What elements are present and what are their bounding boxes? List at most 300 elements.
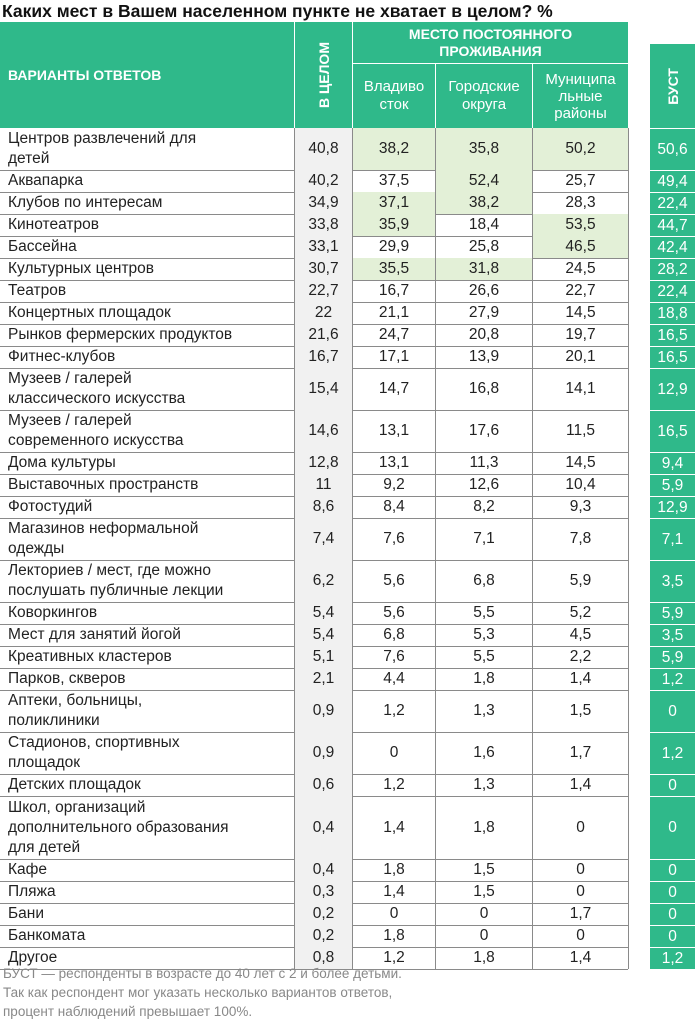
residence-value: 1,2 <box>383 702 405 719</box>
row-label <box>0 925 294 947</box>
overall-value: 34,9 <box>295 192 352 214</box>
row-label-line: Детских площадок <box>8 776 141 793</box>
residence-value: 9,2 <box>383 476 405 493</box>
row-label-text <box>8 411 184 451</box>
row-label-text <box>8 237 77 257</box>
row-label <box>0 881 294 903</box>
row-label-text <box>8 775 141 795</box>
row-label-line: Мест для занятий йогой <box>8 626 181 643</box>
header-bust <box>650 44 695 128</box>
row-label-text <box>8 669 126 689</box>
footnote-line-2: Так как респондент мог указать несколько вариантов ответов, <box>3 985 393 1000</box>
header-residence <box>353 22 628 63</box>
residence-value: 24,5 <box>565 260 596 277</box>
bust-value: 0 <box>650 904 695 925</box>
header-mun-line1: Муниципа <box>545 70 616 88</box>
table-row <box>0 774 697 796</box>
residence-value: 1,8 <box>383 927 405 944</box>
overall-value: 5,4 <box>295 624 352 646</box>
row-label <box>0 410 294 452</box>
row-label-text <box>8 904 44 924</box>
row-label-line: Выставочных пространств <box>8 476 199 493</box>
row-label-text <box>8 882 56 902</box>
row-label <box>0 732 294 774</box>
overall-value: 22 <box>295 302 352 324</box>
row-label-line: послушать публичные лекции <box>8 582 224 599</box>
row-label-text <box>8 926 85 946</box>
row-label-text <box>8 603 97 623</box>
chart-title: Каких мест в Вашем населенном пункте не хватает в целом? % <box>2 1 553 21</box>
overall-value: 11 <box>295 474 352 496</box>
residence-value: 20,1 <box>565 348 596 365</box>
column-divider <box>628 128 629 969</box>
row-label-text <box>8 647 172 667</box>
row-label <box>0 236 294 258</box>
table-row <box>0 346 697 368</box>
row-label-text <box>8 497 92 517</box>
residence-value: 11,5 <box>565 422 596 439</box>
row-label-text <box>8 193 162 213</box>
bust-value: 44,7 <box>650 215 695 236</box>
row-label <box>0 602 294 624</box>
row-label-text <box>8 325 232 345</box>
overall-value: 0,3 <box>295 881 352 903</box>
table-row <box>0 170 697 192</box>
row-label-line: Центров развлечений для <box>8 130 197 147</box>
residence-value: 35,9 <box>353 214 435 236</box>
residence-value: 1,8 <box>473 670 495 687</box>
row-label-text <box>8 519 198 559</box>
overall-value: 15,4 <box>295 368 352 410</box>
header-vladivostok-line1: Владиво <box>363 78 425 95</box>
overall-value: 0,8 <box>295 947 352 969</box>
residence-value: 21,1 <box>378 304 410 321</box>
residence-value: 5,5 <box>473 604 495 621</box>
table-row <box>0 236 697 258</box>
residence-value: 1,4 <box>569 776 592 793</box>
residence-value: 0 <box>479 927 489 944</box>
residence-value: 4,4 <box>383 670 405 687</box>
row-label-line: Концертных площадок <box>8 304 171 321</box>
residence-value: 7,6 <box>383 648 405 665</box>
header-municipal-districts <box>533 64 628 128</box>
row-label <box>0 560 294 602</box>
residence-value: 35,8 <box>436 128 532 170</box>
bust-value: 16,5 <box>650 411 695 452</box>
overall-value: 0,4 <box>295 796 352 859</box>
footnote <box>3 964 693 1021</box>
row-label <box>0 346 294 368</box>
row-label-line: Театров <box>8 282 67 299</box>
bust-value: 5,9 <box>650 603 695 624</box>
overall-value: 33,8 <box>295 214 352 236</box>
residence-value: 13,9 <box>468 348 500 365</box>
table-row <box>0 859 697 881</box>
row-label-line: Парков, скверов <box>8 670 126 687</box>
row-label-line: детей <box>8 150 50 167</box>
residence-value: 16,7 <box>378 282 410 299</box>
residence-value: 53,5 <box>533 214 628 236</box>
residence-value: 28,3 <box>565 194 596 211</box>
residence-value: 12,6 <box>468 476 500 493</box>
row-label-text <box>8 369 185 409</box>
row-label <box>0 474 294 496</box>
row-label-line: Бани <box>8 905 45 922</box>
column-divider <box>294 128 295 969</box>
residence-value: 1,5 <box>473 861 495 878</box>
bust-value: 49,4 <box>650 171 695 192</box>
bust-value: 3,5 <box>650 561 695 602</box>
table-row <box>0 128 697 170</box>
residence-value: 20,8 <box>468 326 500 343</box>
residence-value: 0 <box>389 744 399 761</box>
row-label-line: Дома культуры <box>8 454 116 471</box>
overall-value: 5,1 <box>295 646 352 668</box>
row-label-line: Кафе <box>8 861 48 878</box>
row-label-line: Фотостудий <box>8 498 93 515</box>
row-label-text <box>8 129 196 169</box>
bust-value: 16,5 <box>650 347 695 368</box>
residence-value: 22,7 <box>565 282 596 299</box>
row-label-line: Культурных центров <box>8 260 155 277</box>
residence-value: 17,1 <box>378 348 410 365</box>
residence-value: 0 <box>576 927 585 944</box>
bust-value: 1,2 <box>650 669 695 690</box>
overall-value: 7,4 <box>295 518 352 560</box>
residence-value: 50,2 <box>533 128 628 170</box>
header-answers <box>0 22 294 128</box>
overall-value: 0,9 <box>295 732 352 774</box>
residence-value: 5,2 <box>569 604 592 621</box>
row-label-text <box>8 561 223 601</box>
residence-value: 1,8 <box>473 818 495 836</box>
table-row <box>0 903 697 925</box>
header-mun-line3: районы <box>554 104 607 122</box>
residence-value: 37,5 <box>378 172 410 189</box>
overall-value: 12,8 <box>295 452 352 474</box>
bust-value: 42,4 <box>650 237 695 258</box>
overall-value: 6,2 <box>295 560 352 602</box>
row-label-line: Музеев / галерей <box>8 370 132 387</box>
bust-value: 5,9 <box>650 647 695 668</box>
residence-value: 25,8 <box>468 238 500 255</box>
header-overall-label: В ЦЕЛОМ <box>315 42 332 108</box>
bust-value: 12,9 <box>650 369 695 410</box>
row-label-text <box>8 259 154 279</box>
row-label <box>0 668 294 690</box>
overall-value: 21,6 <box>295 324 352 346</box>
row-label-text <box>8 171 83 191</box>
row-label <box>0 324 294 346</box>
row-label-line: Бассейна <box>8 238 77 255</box>
residence-value: 13,1 <box>378 422 410 439</box>
residence-value: 5,9 <box>569 572 592 589</box>
row-label-line: Музеев / галерей <box>8 412 132 429</box>
row-label-line: для детей <box>8 838 81 856</box>
residence-value: 1,5 <box>569 702 592 719</box>
table-row <box>0 624 697 646</box>
header-city-line1: Городские <box>448 78 520 95</box>
bust-value: 5,9 <box>650 475 695 496</box>
residence-value: 18,4 <box>468 216 500 233</box>
bust-value: 0 <box>650 882 695 903</box>
row-label <box>0 796 294 859</box>
row-label <box>0 859 294 881</box>
residence-value: 1,4 <box>569 670 592 687</box>
table-row <box>0 518 697 560</box>
bust-value: 22,4 <box>650 281 695 302</box>
header-overall <box>295 22 352 128</box>
residence-value: 5,5 <box>473 648 495 665</box>
row-label-line: Другое <box>8 949 58 966</box>
table-row <box>0 258 697 280</box>
row-label-line: Лекториев / мест, где можно <box>8 562 211 579</box>
residence-value: 9,3 <box>569 498 592 515</box>
residence-value: 1,8 <box>383 861 405 878</box>
residence-value: 14,5 <box>565 454 596 471</box>
residence-value: 31,8 <box>436 258 532 280</box>
table-row <box>0 646 697 668</box>
row-label-line: поликлиники <box>8 712 100 729</box>
table-row <box>0 602 697 624</box>
row-label <box>0 302 294 324</box>
residence-value: 14,1 <box>565 380 596 397</box>
bust-value: 0 <box>650 797 695 859</box>
row-label <box>0 452 294 474</box>
column-divider <box>532 128 533 969</box>
residence-value: 1,7 <box>569 744 592 761</box>
residence-value: 1,4 <box>569 949 592 966</box>
row-label-text <box>8 860 47 880</box>
row-label <box>0 774 294 796</box>
residence-value: 7,6 <box>383 530 405 547</box>
residence-value: 0 <box>576 883 585 900</box>
table-row <box>0 690 697 732</box>
row-label <box>0 192 294 214</box>
row-label-line: Рынков фермерских продуктов <box>8 326 233 343</box>
row-label <box>0 280 294 302</box>
row-label-line: Креативных кластеров <box>8 648 172 665</box>
table-row <box>0 280 697 302</box>
overall-value: 14,6 <box>295 410 352 452</box>
residence-value: 0 <box>576 861 585 878</box>
column-divider <box>435 128 436 969</box>
residence-value: 6,8 <box>473 572 495 589</box>
residence-value: 1,2 <box>383 776 405 793</box>
residence-value: 25,7 <box>565 172 596 189</box>
row-label <box>0 170 294 192</box>
residence-value: 2,2 <box>569 648 592 665</box>
overall-value: 30,7 <box>295 258 352 280</box>
table-row <box>0 474 697 496</box>
row-label-line: Аптеки, больницы, <box>8 692 143 709</box>
row-label-line: Фитнес-клубов <box>8 348 116 365</box>
overall-value: 5,4 <box>295 602 352 624</box>
column-divider <box>352 128 353 969</box>
table-row <box>0 796 697 859</box>
bust-value: 0 <box>650 691 695 732</box>
residence-value: 5,6 <box>383 572 405 589</box>
residence-value: 1,3 <box>473 776 495 793</box>
row-label <box>0 518 294 560</box>
header-answers-label: ВАРИАНТЫ ОТВЕТОВ <box>8 67 162 83</box>
residence-value: 0 <box>479 905 489 922</box>
residence-value: 17,6 <box>468 422 500 439</box>
residence-value: 1,8 <box>473 949 495 966</box>
header-vladivostok-line2: сток <box>379 96 409 113</box>
row-label-line: Школ, организаций <box>8 798 146 816</box>
row-label-line: Пляжа <box>8 883 56 900</box>
header-residence-line2: ПРОЖИВАНИЯ <box>439 42 542 59</box>
overall-value: 16,7 <box>295 346 352 368</box>
residence-value: 1,4 <box>383 818 405 836</box>
bust-value: 16,5 <box>650 325 695 346</box>
row-label-text <box>8 453 116 473</box>
row-label <box>0 496 294 518</box>
residence-value: 27,9 <box>468 304 500 321</box>
overall-value: 40,2 <box>295 170 352 192</box>
residence-value: 1,5 <box>473 883 495 900</box>
table-row <box>0 214 697 236</box>
residence-value: 26,6 <box>468 282 500 299</box>
row-label-text <box>8 691 142 731</box>
row-label-line: площадок <box>8 754 81 771</box>
row-label-line: Аквапарка <box>8 172 84 189</box>
row-label-text <box>8 281 66 301</box>
footnote-line-3: процент наблюдений превышает 100%. <box>3 1004 253 1019</box>
row-label-text <box>8 347 115 367</box>
residence-value: 24,7 <box>378 326 410 343</box>
residence-value: 38,2 <box>436 192 532 214</box>
header-city-districts <box>436 64 532 128</box>
residence-value: 11,3 <box>469 454 499 471</box>
bust-value: 22,4 <box>650 193 695 214</box>
bust-value: 28,2 <box>650 259 695 280</box>
residence-value: 1,7 <box>569 905 592 922</box>
bust-value: 18,8 <box>650 303 695 324</box>
residence-value: 1,3 <box>473 702 495 719</box>
data-table <box>0 22 697 967</box>
overall-value: 0,4 <box>295 859 352 881</box>
residence-value: 7,1 <box>473 530 495 547</box>
row-label-line: классического искусства <box>8 390 186 407</box>
row-label-line: Кинотеатров <box>8 216 99 233</box>
residence-value: 1,6 <box>473 744 495 761</box>
residence-value: 19,7 <box>565 326 596 343</box>
bust-value: 0 <box>650 926 695 947</box>
row-label-text <box>8 733 180 773</box>
row-label <box>0 903 294 925</box>
row-label <box>0 258 294 280</box>
table-row <box>0 324 697 346</box>
row-label <box>0 646 294 668</box>
residence-value: 13,1 <box>378 454 410 471</box>
bust-value: 7,1 <box>650 519 695 560</box>
residence-value: 0 <box>389 905 399 922</box>
residence-value: 29,9 <box>378 238 410 255</box>
bust-value: 0 <box>650 860 695 881</box>
table-row <box>0 560 697 602</box>
overall-value: 0,6 <box>295 774 352 796</box>
header-residence-line1: МЕСТО ПОСТОЯННОГО <box>408 25 573 42</box>
residence-value: 5,6 <box>383 604 405 621</box>
header-bust-label: БУСТ <box>664 67 681 105</box>
residence-value: 7,8 <box>569 530 592 547</box>
bust-value: 50,6 <box>650 129 695 170</box>
table-row <box>0 732 697 774</box>
overall-value: 8,6 <box>295 496 352 518</box>
overall-value: 22,7 <box>295 280 352 302</box>
residence-value: 14,7 <box>378 380 410 397</box>
header-city-line2: округа <box>461 96 507 113</box>
row-label <box>0 368 294 410</box>
table-row <box>0 925 697 947</box>
residence-value: 37,1 <box>353 192 435 214</box>
residence-value: 8,2 <box>473 498 495 515</box>
bust-value: 1,2 <box>650 733 695 774</box>
row-label <box>0 128 294 170</box>
overall-value: 40,8 <box>295 128 352 170</box>
row-label-text <box>8 798 229 858</box>
residence-value: 1,2 <box>383 949 405 966</box>
bust-value: 0 <box>650 775 695 796</box>
table-row <box>0 496 697 518</box>
residence-value: 46,5 <box>533 236 628 258</box>
bust-value: 1,2 <box>650 948 695 969</box>
header-vladivostok <box>353 64 435 128</box>
footnote-line-1: БУСТ — респонденты в возрасте до 40 лет с 2 и более детьми. <box>3 966 402 981</box>
header-mun-line2: льные <box>558 87 603 105</box>
table-row <box>0 368 697 410</box>
residence-value: 8,4 <box>383 498 405 515</box>
row-label-line: Коворкингов <box>8 604 98 621</box>
row-label-text <box>8 625 181 645</box>
row-label <box>0 214 294 236</box>
residence-value: 35,5 <box>353 258 435 280</box>
table-row <box>0 452 697 474</box>
bust-value: 3,5 <box>650 625 695 646</box>
overall-value: 0,2 <box>295 925 352 947</box>
table-row <box>0 302 697 324</box>
row-label <box>0 690 294 732</box>
residence-value: 14,5 <box>565 304 596 321</box>
row-label-line: Клубов по интересам <box>8 194 163 211</box>
residence-value: 0 <box>576 818 585 836</box>
table-row <box>0 192 697 214</box>
row-label-text <box>8 303 171 323</box>
residence-value: 5,3 <box>473 626 495 643</box>
bust-value: 9,4 <box>650 453 695 474</box>
row-label <box>0 624 294 646</box>
residence-value: 52,4 <box>436 170 532 192</box>
row-label-line: Стадионов, спортивных <box>8 734 180 751</box>
bust-value: 12,9 <box>650 497 695 518</box>
row-label-line: Магазинов неформальной <box>8 520 199 537</box>
table-row <box>0 881 697 903</box>
table-row <box>0 410 697 452</box>
residence-value: 10,4 <box>565 476 596 493</box>
row-label-text <box>8 215 99 235</box>
overall-value: 0,9 <box>295 690 352 732</box>
row-label-text <box>8 475 198 495</box>
residence-value: 38,2 <box>353 128 435 170</box>
overall-value: 33,1 <box>295 236 352 258</box>
row-label-line: современного искусства <box>8 432 184 449</box>
row-label-line: Банкомата <box>8 927 86 944</box>
residence-value: 6,8 <box>383 626 405 643</box>
overall-value: 2,1 <box>295 668 352 690</box>
row-label-line: одежды <box>8 540 65 557</box>
